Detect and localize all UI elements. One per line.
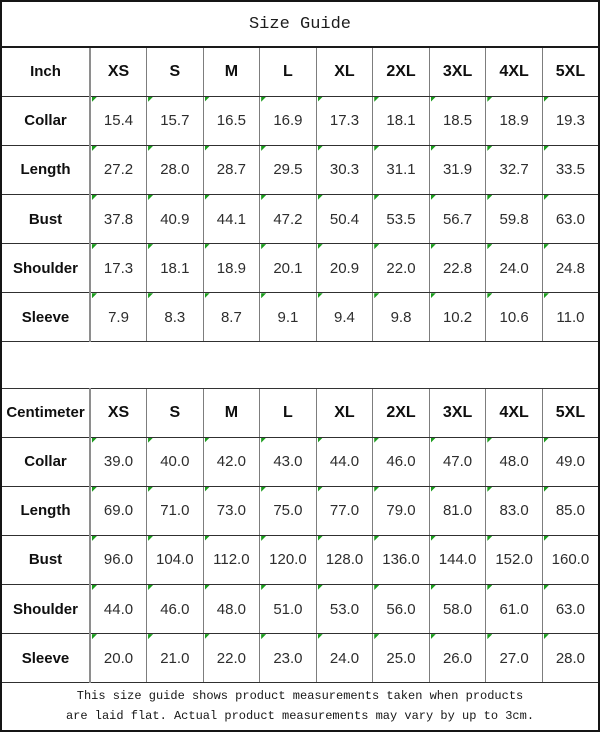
measurement-cell: 16.9: [260, 96, 317, 145]
measurement-cell: 30.3: [316, 145, 373, 194]
measurement-cell: 69.0: [90, 486, 147, 535]
measurement-cell: 27.2: [90, 145, 147, 194]
row-label: Length: [1, 145, 90, 194]
size-header-s: S: [147, 47, 204, 96]
size-header-5xl: 5XL: [542, 388, 599, 437]
measurement-cell: 28.7: [203, 145, 260, 194]
size-header-l: L: [260, 47, 317, 96]
measurement-cell: 21.0: [147, 634, 204, 683]
measurement-cell: 79.0: [373, 486, 430, 535]
size-header-m: M: [203, 47, 260, 96]
measurement-cell: 77.0: [316, 486, 373, 535]
measurement-cell: 37.8: [90, 195, 147, 244]
measurement-cell: 26.0: [429, 634, 486, 683]
measurement-cell: 19.3: [542, 96, 599, 145]
table-row-inch-length: [1, 145, 599, 194]
measurement-cell: 63.0: [542, 195, 599, 244]
measurement-cell: 15.4: [90, 96, 147, 145]
row-label: Collar: [1, 437, 90, 486]
measurement-cell: 31.1: [373, 145, 430, 194]
size-header-2xl: 2XL: [373, 388, 430, 437]
measurement-cell: 18.1: [373, 96, 430, 145]
row-label: Bust: [1, 195, 90, 244]
measurement-cell: 9.1: [260, 293, 317, 342]
row-label: Shoulder: [1, 585, 90, 634]
measurement-cell: 7.9: [90, 293, 147, 342]
measurement-cell: 17.3: [316, 96, 373, 145]
measurement-cell: 24.0: [316, 634, 373, 683]
measurement-cell: 28.0: [542, 634, 599, 683]
measurement-cell: 8.7: [203, 293, 260, 342]
measurement-cell: 17.3: [90, 244, 147, 293]
measurement-cell: 20.9: [316, 244, 373, 293]
measurement-cell: 71.0: [147, 486, 204, 535]
measurement-cell: 18.5: [429, 96, 486, 145]
row-label: Sleeve: [1, 293, 90, 342]
size-header-3xl: 3XL: [429, 47, 486, 96]
footer-note: [1, 683, 599, 731]
row-label: Length: [1, 486, 90, 535]
measurement-cell: 43.0: [260, 437, 317, 486]
size-header-xl: XL: [316, 388, 373, 437]
footer-note-line-1: This size guide shows product measurements taken when products: [76, 689, 524, 704]
size-header-s: S: [147, 388, 204, 437]
unit-label-centimeter: Centimeter: [1, 388, 90, 437]
size-header-4xl: 4XL: [486, 388, 543, 437]
measurement-cell: 28.0: [147, 145, 204, 194]
size-header-xl: XL: [316, 47, 373, 96]
measurement-cell: 59.8: [486, 195, 543, 244]
size-header-5xl: 5XL: [542, 47, 599, 96]
measurement-cell: 15.7: [147, 96, 204, 145]
size-header-m: M: [203, 388, 260, 437]
measurement-cell: 75.0: [260, 486, 317, 535]
table-row-cm-length: [1, 486, 599, 535]
table-row-inch-bust: [1, 195, 599, 244]
size-header-4xl: 4XL: [486, 47, 543, 96]
measurement-cell: 49.0: [542, 437, 599, 486]
measurement-cell: 104.0: [147, 535, 204, 584]
size-header-xs: XS: [90, 47, 147, 96]
measurement-cell: 40.0: [147, 437, 204, 486]
measurement-cell: 22.8: [429, 244, 486, 293]
measurement-cell: 40.9: [147, 195, 204, 244]
measurement-cell: 144.0: [429, 535, 486, 584]
measurement-cell: 47.0: [429, 437, 486, 486]
measurement-cell: 44.0: [316, 437, 373, 486]
measurement-cell: 22.0: [203, 634, 260, 683]
measurement-cell: 32.7: [486, 145, 543, 194]
measurement-cell: 48.0: [203, 585, 260, 634]
measurement-cell: 11.0: [542, 293, 599, 342]
centimeter-header-row: [1, 388, 599, 437]
title-row: [1, 1, 599, 47]
row-label: Bust: [1, 535, 90, 584]
measurement-cell: 56.0: [373, 585, 430, 634]
measurement-cell: 24.8: [542, 244, 599, 293]
measurement-cell: 8.3: [147, 293, 204, 342]
table-row-inch-shoulder: [1, 244, 599, 293]
row-label: Sleeve: [1, 634, 90, 683]
separator-cell: [1, 342, 599, 388]
measurement-cell: 73.0: [203, 486, 260, 535]
row-label: Collar: [1, 96, 90, 145]
unit-label-inch: Inch: [1, 47, 90, 96]
measurement-cell: 10.2: [429, 293, 486, 342]
measurement-cell: 58.0: [429, 585, 486, 634]
inch-header-row: [1, 47, 599, 96]
measurement-cell: 33.5: [542, 145, 599, 194]
measurement-cell: 47.2: [260, 195, 317, 244]
measurement-cell: 20.0: [90, 634, 147, 683]
measurement-cell: 10.6: [486, 293, 543, 342]
size-header-l: L: [260, 388, 317, 437]
size-header-2xl: 2XL: [373, 47, 430, 96]
footer-note-line-2: are laid flat. Actual product measurements may vary by up to 3cm.: [65, 708, 535, 723]
measurement-cell: 63.0: [542, 585, 599, 634]
measurement-cell: 46.0: [147, 585, 204, 634]
measurement-cell: 120.0: [260, 535, 317, 584]
measurement-cell: 42.0: [203, 437, 260, 486]
table-row-inch-sleeve: [1, 293, 599, 342]
measurement-cell: 9.8: [373, 293, 430, 342]
measurement-cell: 136.0: [373, 535, 430, 584]
measurement-cell: 53.0: [316, 585, 373, 634]
measurement-cell: 112.0: [203, 535, 260, 584]
measurement-cell: 44.0: [90, 585, 147, 634]
measurement-cell: 128.0: [316, 535, 373, 584]
measurement-cell: 46.0: [373, 437, 430, 486]
measurement-cell: 31.9: [429, 145, 486, 194]
measurement-cell: 24.0: [486, 244, 543, 293]
measurement-cell: 29.5: [260, 145, 317, 194]
measurement-cell: 81.0: [429, 486, 486, 535]
measurement-cell: 160.0: [542, 535, 599, 584]
measurement-cell: 22.0: [373, 244, 430, 293]
measurement-cell: 20.1: [260, 244, 317, 293]
measurement-cell: 39.0: [90, 437, 147, 486]
measurement-cell: 27.0: [486, 634, 543, 683]
section-separator-row: [1, 342, 599, 388]
measurement-cell: 51.0: [260, 585, 317, 634]
measurement-cell: 9.4: [316, 293, 373, 342]
table-row-inch-collar: [1, 96, 599, 145]
size-header-xs: XS: [90, 388, 147, 437]
measurement-cell: 61.0: [486, 585, 543, 634]
measurement-cell: 85.0: [542, 486, 599, 535]
measurement-cell: 44.1: [203, 195, 260, 244]
size-header-3xl: 3XL: [429, 388, 486, 437]
measurement-cell: 18.9: [203, 244, 260, 293]
measurement-cell: 48.0: [486, 437, 543, 486]
measurement-cell: 56.7: [429, 195, 486, 244]
table-row-cm-collar: [1, 437, 599, 486]
measurement-cell: 18.9: [486, 96, 543, 145]
table-row-cm-bust: [1, 535, 599, 584]
measurement-cell: 23.0: [260, 634, 317, 683]
measurement-cell: 25.0: [373, 634, 430, 683]
measurement-cell: 16.5: [203, 96, 260, 145]
footer-row: [1, 683, 599, 731]
table-row-cm-shoulder: [1, 585, 599, 634]
row-label: Shoulder: [1, 244, 90, 293]
measurement-cell: 96.0: [90, 535, 147, 584]
measurement-cell: 83.0: [486, 486, 543, 535]
table-row-cm-sleeve: [1, 634, 599, 683]
measurement-cell: 53.5: [373, 195, 430, 244]
measurement-cell: 50.4: [316, 195, 373, 244]
measurement-cell: 152.0: [486, 535, 543, 584]
measurement-cell: 18.1: [147, 244, 204, 293]
page-title: Size Guide: [1, 1, 599, 47]
